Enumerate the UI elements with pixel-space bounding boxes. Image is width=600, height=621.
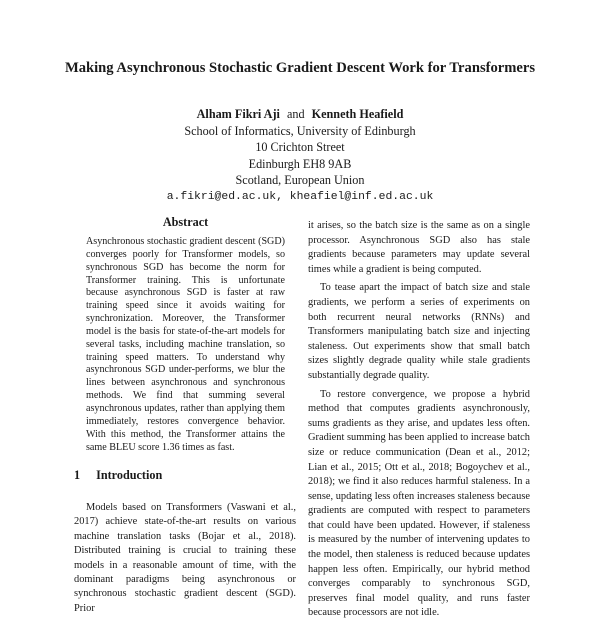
author-2: Kenneth Heafield — [311, 107, 404, 121]
section-title: Introduction — [96, 468, 163, 482]
right-paragraph-1: it arises, so the batch size is the same as on a single processor. Asynchronous SGD also has stale gradients because parameters may update several times while a gradient is being computed. — [308, 220, 530, 275]
affiliation-line-4: Scotland, European Union — [235, 173, 365, 187]
affiliation-line-1: School of Informatics, University of Edinburgh — [184, 123, 416, 138]
affiliation-line-3: Edinburgh EH8 9AB — [248, 156, 352, 171]
intro-paragraph-1: Models based on Transformers (Vaswani et al., 2017) achieve state-of-the-art results on various machine translation tasks (Bojar et al., 2018). Distributed training is crucial to training these models in a reasonable amount of time, with the dominant paradigms being asynchronous or synchronous stochastic gradient descent (SGD). Prior — [74, 502, 296, 614]
abstract-text: Asynchronous stochastic gradient descent (SGD) converges poorly for Transformer models, so synchronous SGD has become the norm for Transformer training. This is unfortunate because asynchronous SGD is faster at raw training speed since it avoids waiting for synchronization. Moreover, the Transformer model is the basis for state-of-the-art models for several tasks, including machine translation, so training speed matters. To understand why asynchronous SGD under-performs, we blur the lines between asynchronous and synchronous methods. We find that summing several asynchronous updates, rather than applying them immediately, restores convergence behavior. With this method, the Transformer attains the same BLEU score 1.36 times as fast. — [86, 236, 285, 453]
author-1: Alham Fikri Aji — [196, 107, 280, 121]
section-heading-introduction — [74, 468, 162, 483]
abstract-body — [86, 236, 285, 454]
right-paragraph-2: To tease apart the impact of batch size and stale gradients, we perform a series of experiments on both recurrent neural networks (RNNs) and Transformers manipulating batch size and injecting staleness. Out experiments show that small batch sizes slightly degrade quality while stale gradients substantially degrade quality. — [308, 282, 530, 381]
section-number: 1 — [74, 468, 81, 482]
abstract-heading: Abstract — [162, 215, 209, 229]
left-column-body — [74, 501, 296, 616]
affiliation-line-2: 10 Crichton Street — [255, 140, 345, 154]
author-conjunction: and — [286, 107, 305, 121]
right-column-body — [308, 219, 530, 621]
author-block — [80, 106, 520, 205]
author-emails: a.fikri@ed.ac.uk, kheafiel@inf.ed.ac.uk — [166, 190, 434, 203]
right-paragraph-3: To restore convergence, we propose a hybrid method that computes gradients asynchronously, sums gradients as they arise, and updates less often. Gradient summing has been applied to increase batch size or reduce communication (Dean et al., 2012; Lian et al., 2015; Ott et al., 2018; Bogoychev et al., 2018); we find it also reduces harmful staleness. In a sense, updating less often increases staleness because gradients are computed with respect to parameters that could have been updated. However, if staleness is measured by the number of intervening updates to the model, then staleness is reduced because updates happen less often. Empirically, our hybrid method converges comparably to synchronous SGD, preserves final model quality, and runs faster because processors are not idle. — [308, 388, 530, 619]
author-names — [80, 106, 520, 123]
paper-title: Making Asynchronous Stochastic Gradient Descent Work for Transformers — [64, 60, 536, 76]
